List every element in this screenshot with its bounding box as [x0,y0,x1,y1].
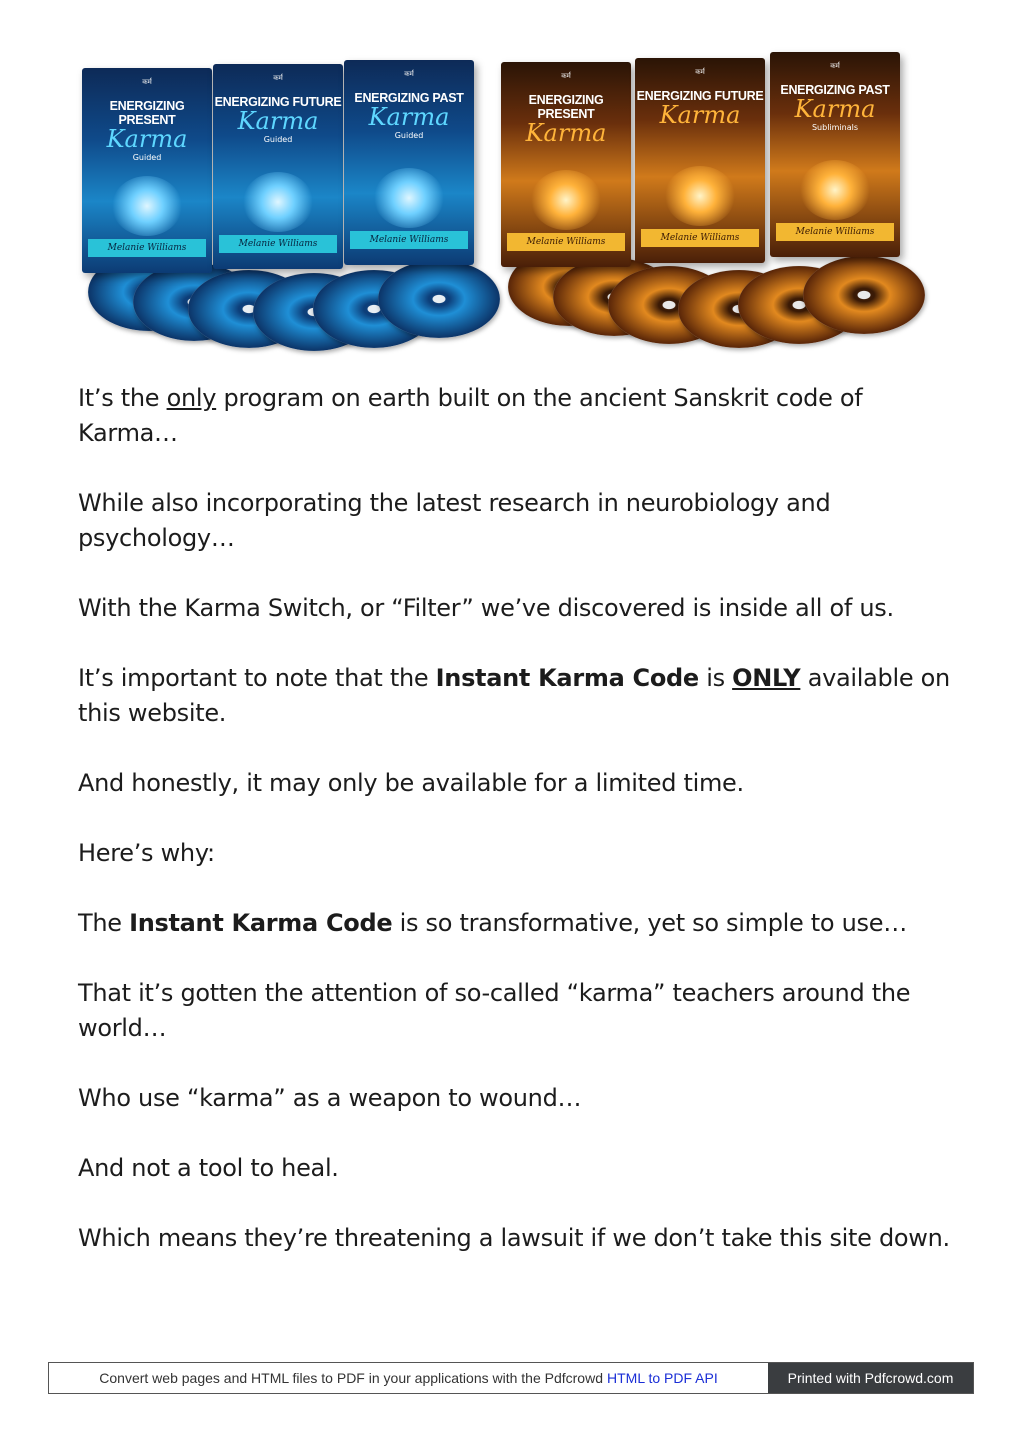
case-script: Karma [659,101,741,129]
disc-image [378,260,500,338]
meditation-figure-icon [531,170,601,230]
paragraph [78,381,958,451]
case-script: Karma [794,95,876,123]
case-subtitle: Guided [132,153,162,162]
product-bundle-image [78,48,948,358]
case-author: Melanie Williams [776,223,894,241]
text-span: It’s the [78,384,167,412]
text-span: program on earth built on the ancient Sanskrit code of Karma… [78,384,863,447]
bold-text: Instant Karma Code [129,909,393,937]
case-title: ENERGIZING FUTURE [636,89,764,103]
meditation-figure-icon [800,160,870,220]
case-author: Melanie Williams [641,229,759,247]
case-author: Melanie Williams [350,231,468,249]
case-author: Melanie Williams [219,235,337,253]
paragraph [78,906,958,941]
paragraph: That it’s gotten the attention of so-called “karma” teachers around the world… [78,979,911,1042]
case-title: ENERGIZING PAST [354,91,464,105]
underlined-text: only [166,384,217,412]
case-author: Melanie Williams [88,239,206,257]
pdfcrowd-footer [48,1362,974,1394]
text-span: The [78,909,130,937]
meditation-figure-icon [112,176,182,236]
disc-image [803,256,925,334]
case-subtitle: Guided [394,131,424,140]
case-logo: कर्म [142,78,152,86]
case-title: ENERGIZING PRESENT [109,99,185,127]
text-span: is [698,664,733,692]
footer-message [49,1363,768,1393]
body-text [78,381,958,1291]
paragraph: With the Karma Switch, or “Filter” we’ve discovered is inside all of us. [78,594,894,622]
dvd-case-present-subliminal [501,62,631,267]
dvd-case-future-guided [213,64,343,269]
case-logo: कर्म [404,70,414,78]
bold-text: Instant Karma Code [435,664,699,692]
meditation-figure-icon [243,172,313,232]
case-title: ENERGIZING PRESENT [528,93,604,121]
case-subtitle: Guided [263,135,293,144]
bold-underlined-text: ONLY [732,664,801,692]
case-script: Karma [106,125,188,153]
meditation-figure-icon [374,168,444,228]
paragraph: Who use “karma” as a weapon to wound… [78,1084,582,1112]
case-subtitle: Subliminals [811,123,859,132]
case-logo: कर्म [273,74,283,82]
text-span: available on this website. [78,664,950,727]
paragraph: While also incorporating the latest research in neurobiology and psychology… [78,489,831,552]
html-to-pdf-api-link[interactable]: HTML to PDF API [607,1370,718,1386]
case-script: Karma [525,119,607,147]
footer-text: Convert web pages and HTML files to PDF in your applications with the Pdfcrowd [99,1370,603,1386]
dvd-case-present-guided [82,68,212,273]
paragraph: Which means they’re threatening a lawsuit if we don’t take this site down. [78,1224,950,1252]
paragraph: And honestly, it may only be available for a limited time. [78,769,744,797]
dvd-case-future-subliminal [635,58,765,263]
case-title: ENERGIZING PAST [780,83,890,97]
case-logo: कर्म [695,68,705,76]
paragraph: And not a tool to heal. [78,1154,339,1182]
case-author: Melanie Williams [507,233,625,251]
text-span: is so transformative, yet so simple to use… [392,909,907,937]
paragraph: Here’s why: [78,839,215,867]
case-script: Karma [368,103,450,131]
text-span: It’s important to note that the [78,664,436,692]
meditation-figure-icon [665,166,735,226]
dvd-case-past-guided [344,60,474,265]
paragraph [78,661,958,731]
case-script: Karma [237,107,319,135]
case-logo: कर्म [830,62,840,70]
dvd-case-past-subliminal [770,52,900,257]
printed-with-badge[interactable]: Printed with Pdfcrowd.com [768,1363,973,1393]
case-logo: कर्म [561,72,571,80]
case-title: ENERGIZING FUTURE [214,95,342,109]
